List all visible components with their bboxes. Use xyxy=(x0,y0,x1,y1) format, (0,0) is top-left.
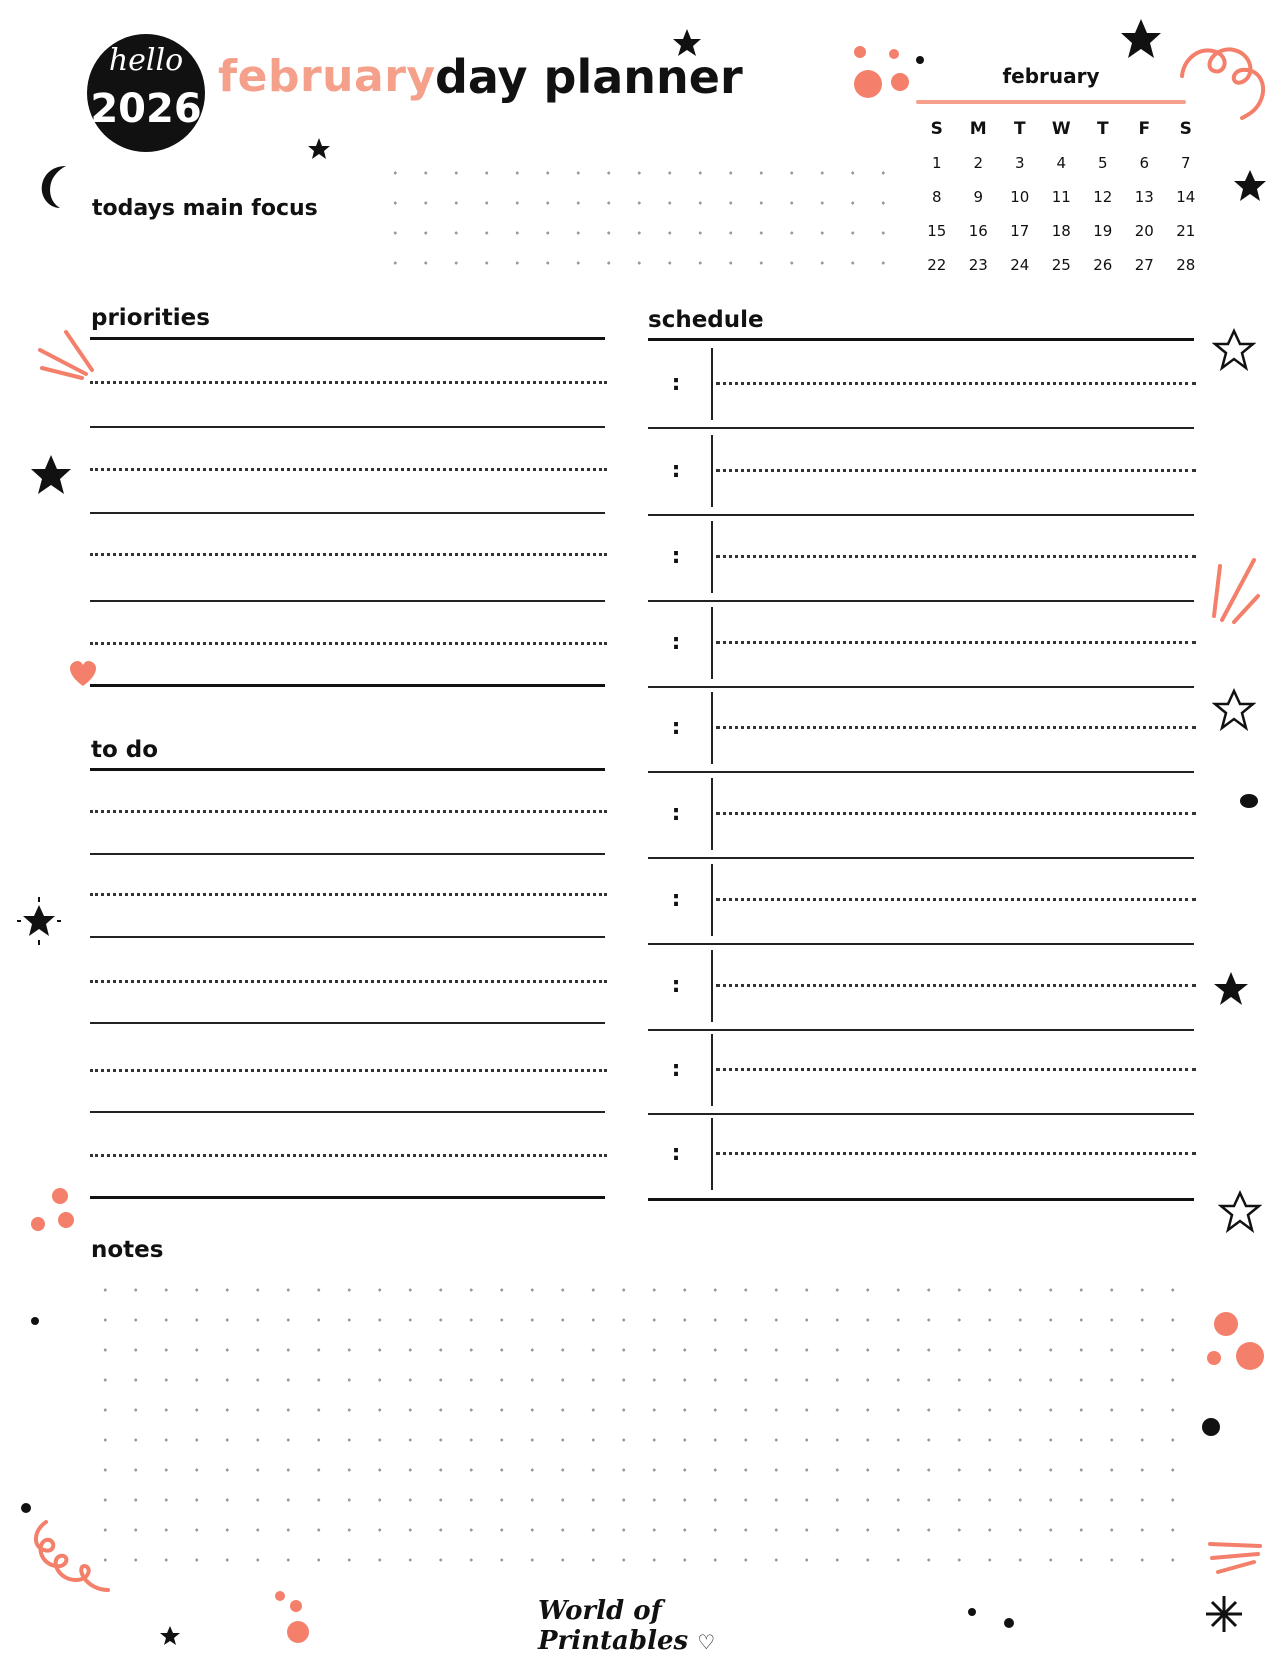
weekday-label: T xyxy=(1096,119,1109,139)
calendar-day: 26 xyxy=(1093,256,1113,274)
weekday-label: T xyxy=(1013,119,1026,139)
schedule-entry-line[interactable] xyxy=(716,382,1196,385)
schedule-time-divider xyxy=(711,348,713,420)
schedule-time-divider xyxy=(711,1118,713,1190)
sparkle-lines-icon xyxy=(1206,1538,1266,1574)
todo-row-divider xyxy=(90,1022,605,1024)
schedule-entry-line[interactable] xyxy=(716,555,1196,558)
dot-icon xyxy=(1238,792,1260,810)
todo-entry-line[interactable] xyxy=(90,1069,607,1072)
priority-row-divider xyxy=(90,684,605,687)
badge-year-text: 2026 xyxy=(90,86,202,132)
moon-icon xyxy=(36,162,80,212)
heart-icon: ♡ xyxy=(697,1630,716,1654)
dot-icon xyxy=(30,1316,40,1326)
schedule-row-divider xyxy=(648,427,1194,429)
schedule-time-field[interactable]: : xyxy=(671,630,681,655)
calendar-day: 9 xyxy=(973,188,984,206)
schedule-time-divider xyxy=(711,950,713,1022)
calendar-day: 6 xyxy=(1139,154,1150,172)
priority-entry-line[interactable] xyxy=(90,553,607,556)
schedule-entry-line[interactable] xyxy=(716,812,1196,815)
star-icon xyxy=(1118,16,1164,62)
dot-icon xyxy=(1002,1616,1016,1630)
notes-heading: notes xyxy=(91,1237,164,1263)
brand-logo xyxy=(538,1596,758,1657)
schedule-time-field[interactable]: : xyxy=(671,715,681,740)
calendar-title-rule xyxy=(916,100,1186,104)
star-outline-icon xyxy=(1218,1190,1262,1234)
schedule-entry-line[interactable] xyxy=(716,984,1196,987)
schedule-entry-line[interactable] xyxy=(716,1152,1196,1155)
schedule-time-divider xyxy=(711,521,713,593)
schedule-time-divider xyxy=(711,864,713,936)
star-icon xyxy=(158,1624,182,1648)
schedule-heading-rule xyxy=(648,338,1194,341)
dot-icon xyxy=(20,1502,32,1514)
schedule-time-divider xyxy=(711,692,713,764)
priority-row-divider xyxy=(90,600,605,602)
calendar-day: 28 xyxy=(1176,256,1196,274)
schedule-row-divider xyxy=(648,1198,1194,1201)
calendar-day: 13 xyxy=(1134,188,1154,206)
todo-entry-line[interactable] xyxy=(90,980,607,983)
todo-row-divider xyxy=(90,1111,605,1113)
calendar-day: 25 xyxy=(1051,256,1071,274)
schedule-entry-line[interactable] xyxy=(716,898,1196,901)
schedule-heading: schedule xyxy=(648,307,764,333)
schedule-row-divider xyxy=(648,857,1194,859)
calendar-day: 15 xyxy=(927,222,947,240)
hello-2026-badge xyxy=(87,34,205,152)
calendar-day: 22 xyxy=(927,256,947,274)
schedule-row-divider xyxy=(648,686,1194,688)
star-outline-icon xyxy=(1212,688,1256,732)
schedule-row-divider xyxy=(648,771,1194,773)
schedule-time-divider xyxy=(711,778,713,850)
star-burst-icon xyxy=(14,896,64,946)
swirl-icon xyxy=(1176,36,1274,126)
priority-row-divider xyxy=(90,512,605,514)
star-icon xyxy=(1212,970,1250,1008)
todo-entry-line[interactable] xyxy=(90,810,607,813)
star-icon xyxy=(670,26,704,60)
calendar-day: 3 xyxy=(1014,154,1025,172)
weekday-label: F xyxy=(1138,119,1151,139)
todo-entry-line[interactable] xyxy=(90,893,607,896)
dot-icon xyxy=(1200,1416,1222,1438)
schedule-time-field[interactable]: : xyxy=(671,973,681,998)
page-title-month: february xyxy=(218,51,436,102)
notes-dot-grid[interactable] xyxy=(90,1275,1190,1577)
schedule-row-divider xyxy=(648,514,1194,516)
todo-row-divider xyxy=(90,853,605,855)
priority-entry-line[interactable] xyxy=(90,468,607,471)
dot-cluster-icon xyxy=(270,1588,314,1644)
calendar-day: 5 xyxy=(1097,154,1108,172)
calendar-day: 4 xyxy=(1056,154,1067,172)
todo-row-divider xyxy=(90,936,605,938)
sparkle-lines-icon xyxy=(1208,556,1264,626)
dot-cluster-icon xyxy=(850,44,930,100)
schedule-row-divider xyxy=(648,600,1194,602)
schedule-time-field[interactable]: : xyxy=(671,371,681,396)
schedule-time-field[interactable]: : xyxy=(671,801,681,826)
main-focus-dot-grid[interactable] xyxy=(380,158,890,286)
star-icon xyxy=(28,452,74,498)
brand-text: World of Printables xyxy=(538,1596,689,1656)
schedule-time-field[interactable]: : xyxy=(671,544,681,569)
calendar-day: 20 xyxy=(1134,222,1154,240)
weekday-label: W xyxy=(1051,119,1071,139)
calendar-day: 2 xyxy=(973,154,984,172)
schedule-entry-line[interactable] xyxy=(716,469,1196,472)
priority-row-divider xyxy=(90,426,605,428)
star-icon xyxy=(306,136,332,162)
priority-entry-line[interactable] xyxy=(90,642,607,645)
calendar-day: 12 xyxy=(1093,188,1113,206)
weekday-label: S xyxy=(1179,119,1192,139)
star-outline-icon xyxy=(1212,328,1256,372)
calendar-day: 1 xyxy=(931,154,942,172)
badge-hello-text: hello xyxy=(108,43,184,78)
calendar-day: 24 xyxy=(1010,256,1030,274)
schedule-time-field[interactable]: : xyxy=(671,887,681,912)
schedule-time-field[interactable]: : xyxy=(671,1141,681,1166)
calendar-day: 27 xyxy=(1134,256,1154,274)
todo-heading-rule xyxy=(90,768,605,771)
weekday-label: M xyxy=(969,119,987,139)
calendar-day: 10 xyxy=(1010,188,1030,206)
schedule-time-field[interactable]: : xyxy=(671,1057,681,1082)
schedule-row-divider xyxy=(648,1029,1194,1031)
schedule-entry-line[interactable] xyxy=(716,726,1196,729)
priorities-heading-rule xyxy=(90,337,605,340)
swirl-icon xyxy=(28,1516,114,1596)
todo-heading: to do xyxy=(91,737,159,763)
priorities-heading: priorities xyxy=(91,305,210,331)
sparkle-lines-icon xyxy=(36,328,96,380)
heart-icon xyxy=(68,660,98,688)
schedule-row-divider xyxy=(648,1113,1194,1115)
dot-icon xyxy=(966,1606,978,1618)
calendar-day: 21 xyxy=(1176,222,1196,240)
todo-entry-line[interactable] xyxy=(90,1154,607,1157)
calendar-day: 7 xyxy=(1180,154,1191,172)
main-focus-label: todays main focus xyxy=(92,196,318,221)
calendar-day: 16 xyxy=(968,222,988,240)
calendar-day: 8 xyxy=(931,188,942,206)
dot-cluster-icon xyxy=(1200,1310,1270,1380)
calendar-grid xyxy=(916,112,1206,282)
schedule-time-divider xyxy=(711,607,713,679)
weekday-label: S xyxy=(930,119,943,139)
calendar-day: 17 xyxy=(1010,222,1030,240)
schedule-entry-line[interactable] xyxy=(716,1068,1196,1071)
priority-entry-line[interactable] xyxy=(90,381,607,384)
calendar-day: 23 xyxy=(968,256,988,274)
schedule-time-divider xyxy=(711,1034,713,1106)
schedule-entry-line[interactable] xyxy=(716,641,1196,644)
calendar-month-title: february xyxy=(1002,64,1100,88)
dot-cluster-icon xyxy=(28,1186,78,1234)
star-burst-icon xyxy=(1204,1594,1244,1634)
calendar-day: 11 xyxy=(1051,188,1071,206)
schedule-time-field[interactable]: : xyxy=(671,458,681,483)
calendar-day: 19 xyxy=(1093,222,1113,240)
calendar-day: 18 xyxy=(1051,222,1071,240)
mini-calendar xyxy=(916,60,1194,280)
star-icon xyxy=(1232,168,1268,204)
todo-row-divider xyxy=(90,1196,605,1199)
page-title: day planner xyxy=(435,50,743,104)
calendar-day: 14 xyxy=(1176,188,1196,206)
schedule-row-divider xyxy=(648,943,1194,945)
schedule-time-divider xyxy=(711,435,713,507)
